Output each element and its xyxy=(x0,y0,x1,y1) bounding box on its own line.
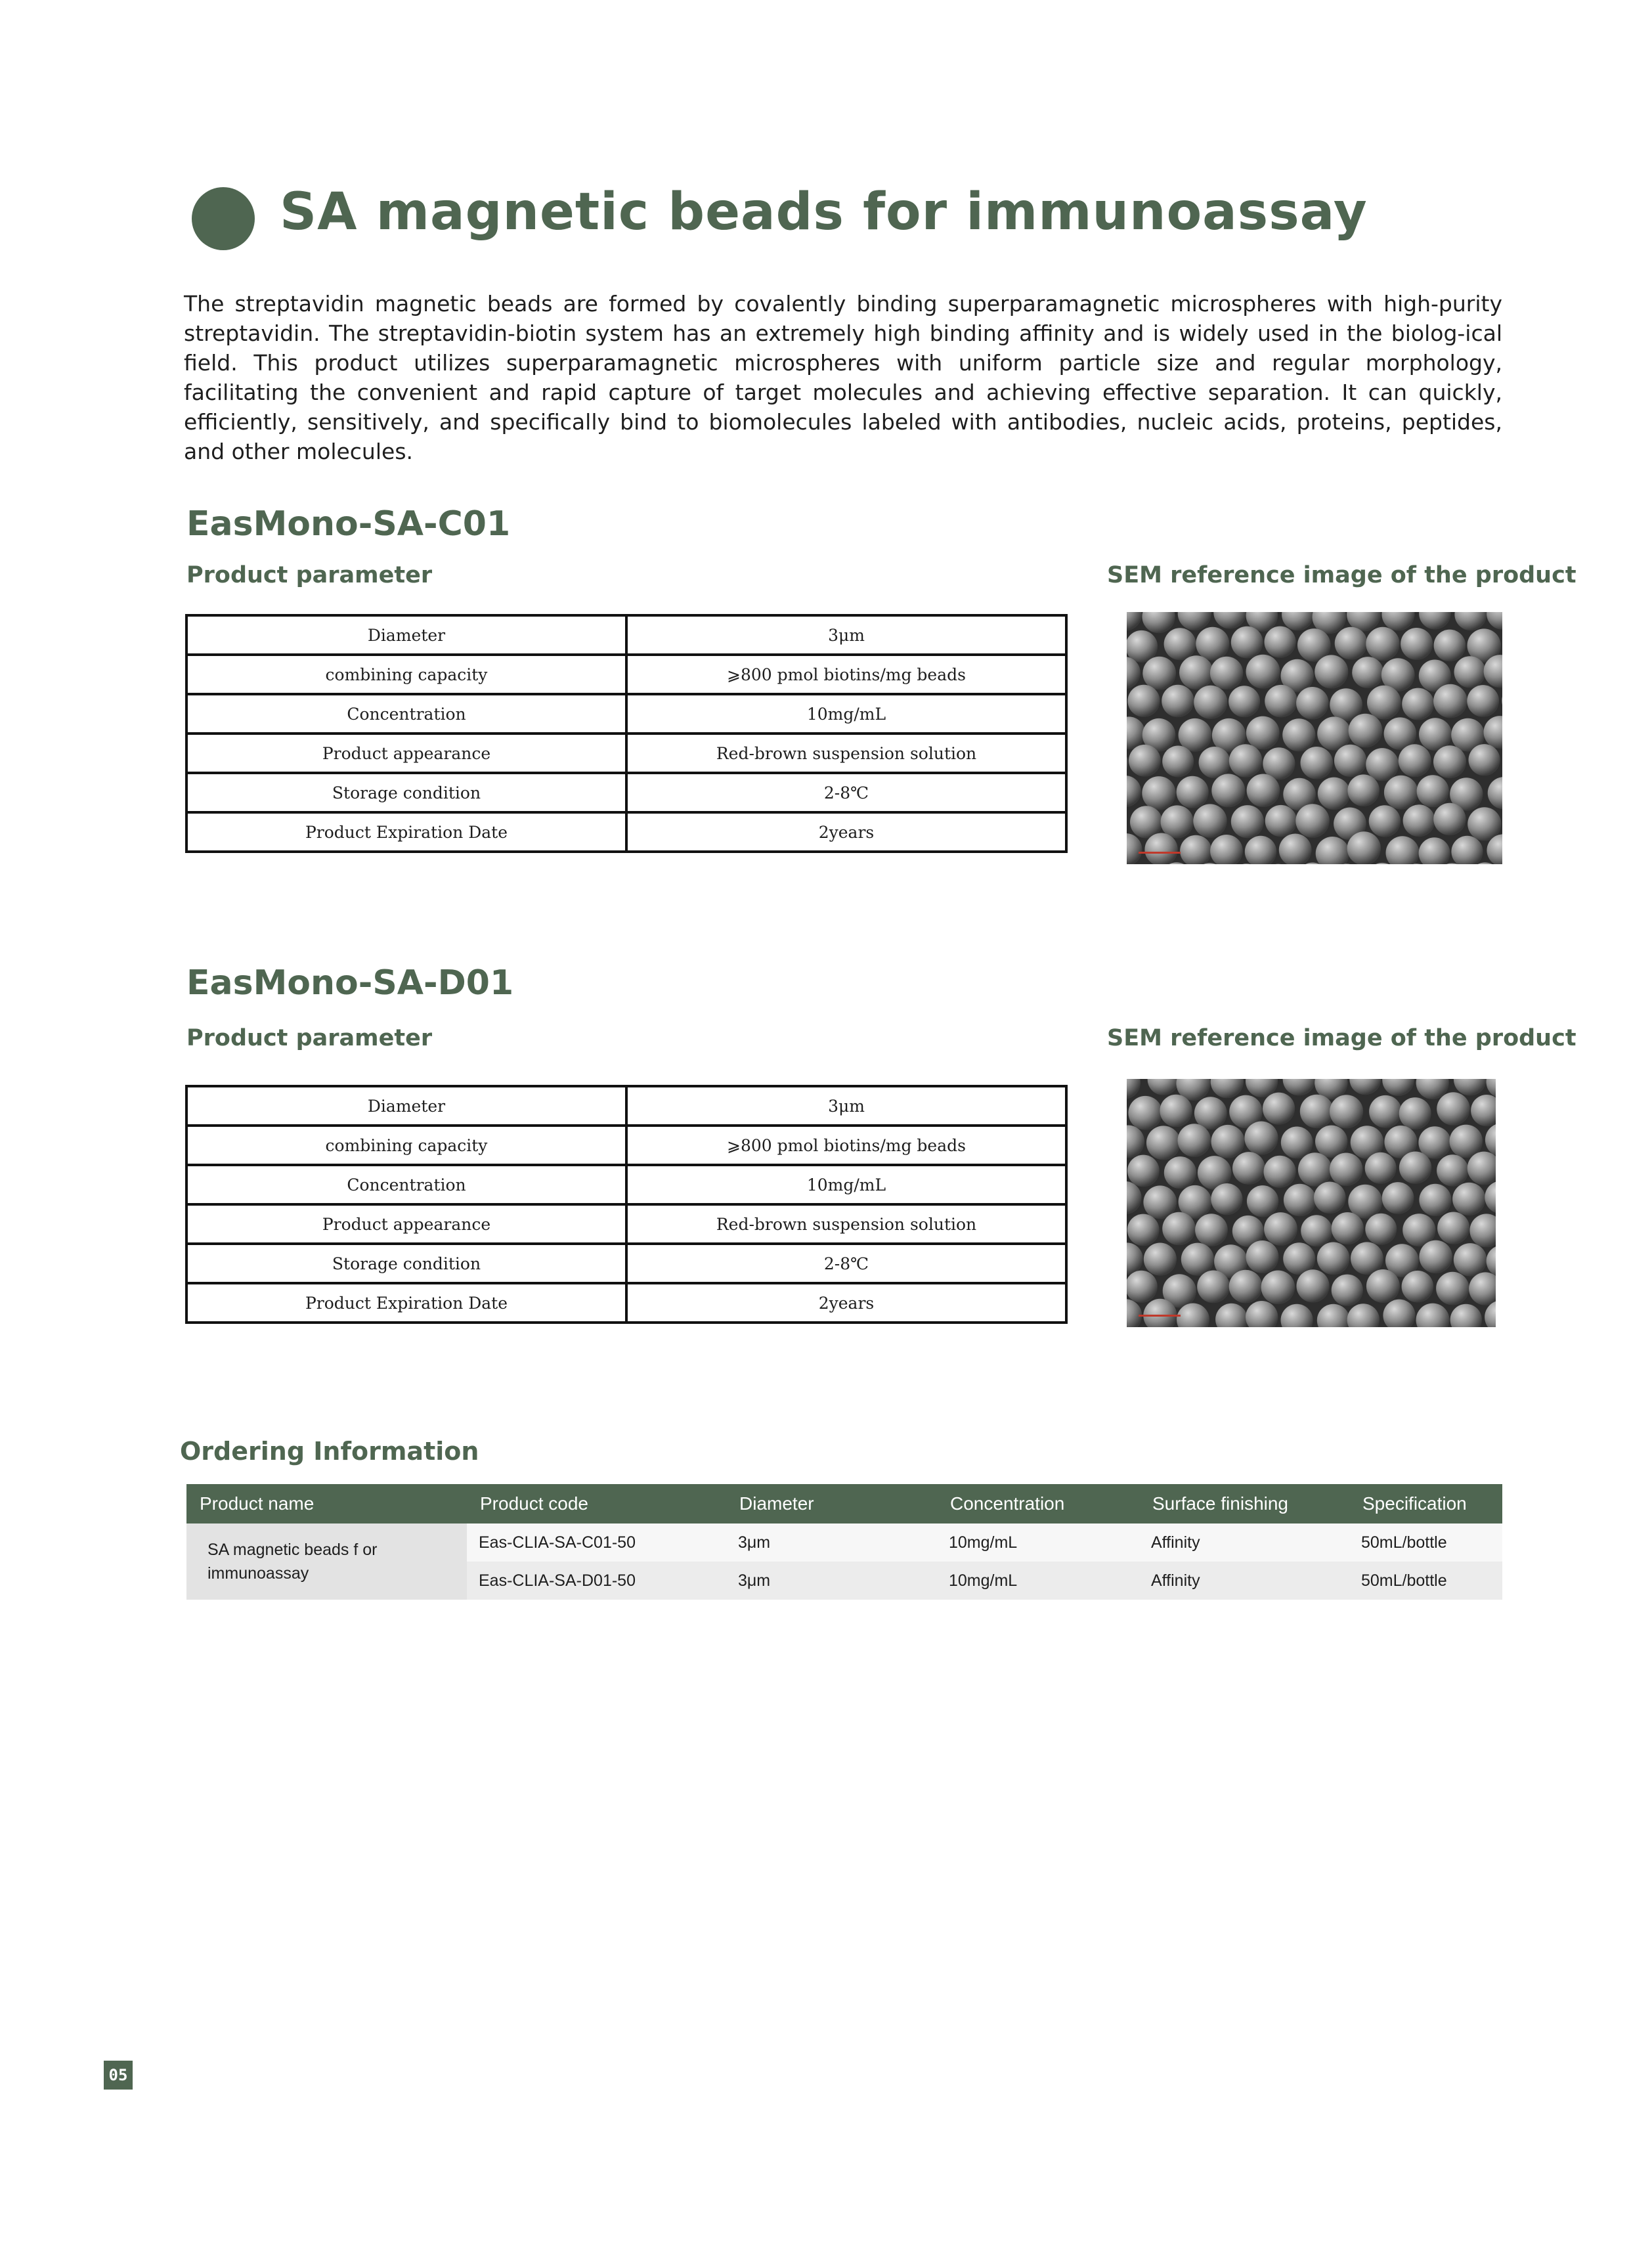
param-key: Concentration xyxy=(186,694,626,734)
concentration-cell: 10mg/mL xyxy=(937,1523,1139,1562)
intro-paragraph: The streptavidin magnetic beads are formed by covalently binding superparamagnetic microspheres with high-purity streptavidin. The streptavidin-biotin system has an extremely high binding affinity and is widely used in the biolog-ical field. This product utilizes superparamagnetic microspheres with uniform particle size and regular morphology, facilitating the convenient and rapid capture of target molecules and achieving effective separation. It can quickly, efficiently, sensitively, and specifically bind to biomolecules labeled with antibodies, nucleic acids, proteins, peptides, and other molecules. xyxy=(184,291,1502,464)
bead xyxy=(1142,657,1176,690)
bead xyxy=(1193,804,1227,837)
sem-image-c01 xyxy=(1127,612,1502,864)
bead xyxy=(1315,655,1348,688)
bead xyxy=(1384,776,1418,810)
bead xyxy=(1211,1125,1245,1158)
bead xyxy=(1231,805,1264,838)
product-code-cell: Eas-CLIA-SA-D01-50 xyxy=(467,1562,726,1600)
param-value: 2years xyxy=(626,812,1066,852)
bead xyxy=(1454,1243,1487,1277)
bead xyxy=(1181,1243,1214,1276)
product-model-c01: EasMono-SA-C01 xyxy=(186,504,511,544)
table-row xyxy=(186,615,1066,655)
table-row xyxy=(186,1283,1066,1323)
sem-title-d01: SEM reference image of the product xyxy=(1107,1025,1576,1051)
bead xyxy=(1229,1270,1263,1304)
bead xyxy=(1246,716,1280,750)
bead xyxy=(1281,1127,1313,1159)
bead xyxy=(1232,1152,1265,1185)
bead xyxy=(1300,1095,1334,1128)
scale-bar xyxy=(1139,852,1181,854)
bead xyxy=(1347,831,1381,864)
param-key: Product appearance xyxy=(186,734,626,773)
bead xyxy=(1265,626,1296,658)
param-value: 2-8℃ xyxy=(626,1244,1066,1283)
bead xyxy=(1129,745,1161,777)
product-name-cell: SA magnetic beads f or immunoassay xyxy=(186,1523,467,1600)
param-key: Storage condition xyxy=(186,1244,626,1283)
bead xyxy=(1265,805,1297,837)
bead xyxy=(1402,1271,1434,1303)
bead xyxy=(1369,1095,1402,1128)
bead xyxy=(1164,628,1196,660)
param-table-c01 xyxy=(185,614,1068,853)
param-key: combining capacity xyxy=(186,1126,626,1165)
param-value: 3μm xyxy=(626,1086,1066,1126)
table-row xyxy=(186,773,1066,812)
diameter-cell: 3μm xyxy=(726,1523,937,1562)
col-header: Diameter xyxy=(726,1484,937,1523)
bead xyxy=(1334,745,1366,777)
bead xyxy=(1367,686,1401,720)
bead xyxy=(1454,656,1486,688)
bead xyxy=(1197,1271,1230,1304)
spec-cell: 50mL/bottle xyxy=(1349,1523,1502,1562)
param-value: 2years xyxy=(626,1283,1066,1323)
param-title-c01: Product parameter xyxy=(186,562,433,588)
param-value: ⩾800 pmol biotins/mg beads xyxy=(626,655,1066,694)
param-key: Concentration xyxy=(186,1165,626,1204)
bead xyxy=(1301,747,1334,779)
page-number: 05 xyxy=(104,2061,133,2090)
bead xyxy=(1402,688,1434,720)
bead xyxy=(1452,1183,1485,1216)
surface-cell: Affinity xyxy=(1139,1562,1349,1600)
bead xyxy=(1127,1214,1160,1246)
bead xyxy=(1433,684,1467,718)
bead xyxy=(1264,1212,1297,1246)
bead xyxy=(1246,1240,1279,1273)
bead xyxy=(1437,1092,1470,1126)
bead xyxy=(1330,1095,1363,1128)
bead xyxy=(1382,1182,1414,1214)
table-row xyxy=(186,1165,1066,1204)
product-code-cell: Eas-CLIA-SA-C01-50 xyxy=(467,1523,726,1562)
bead xyxy=(1194,686,1227,719)
param-key: Product Expiration Date xyxy=(186,1283,626,1323)
table-row xyxy=(186,1086,1066,1126)
bead xyxy=(1261,1271,1295,1305)
param-title-d01: Product parameter xyxy=(186,1025,433,1051)
bead xyxy=(1244,1122,1278,1155)
bead xyxy=(1469,744,1500,776)
bead xyxy=(1196,627,1229,661)
param-table-d01 xyxy=(185,1085,1068,1324)
table-row xyxy=(186,812,1066,852)
bead xyxy=(1369,805,1401,837)
title-bullet xyxy=(192,187,255,250)
surface-cell: Affinity xyxy=(1139,1523,1349,1562)
bead xyxy=(1433,745,1466,778)
col-header: Product code xyxy=(467,1484,726,1523)
bead xyxy=(1399,1097,1431,1129)
bead xyxy=(1177,776,1209,808)
ordering-title: Ordering Information xyxy=(180,1437,479,1466)
bead xyxy=(1265,685,1297,718)
bead xyxy=(1210,657,1243,690)
bead xyxy=(1228,686,1260,717)
bead xyxy=(1419,1184,1451,1216)
bead xyxy=(1263,1093,1295,1125)
bead xyxy=(1128,1096,1162,1130)
diameter-cell: 3μm xyxy=(726,1562,937,1600)
bead xyxy=(1264,1156,1296,1188)
bead xyxy=(1315,1126,1347,1158)
bead xyxy=(1247,1185,1278,1217)
bead xyxy=(1142,776,1175,810)
sem-title-c01: SEM reference image of the product xyxy=(1107,562,1576,588)
bead xyxy=(1179,655,1213,690)
param-value: 10mg/mL xyxy=(626,694,1066,734)
bead xyxy=(1295,804,1330,838)
sem-image-d01 xyxy=(1127,1079,1496,1327)
bead xyxy=(1419,1240,1452,1274)
col-header: Specification xyxy=(1349,1484,1502,1523)
param-key: Product Expiration Date xyxy=(186,812,626,852)
param-key: Diameter xyxy=(186,615,626,655)
bead xyxy=(1332,1212,1364,1244)
bead xyxy=(1417,775,1449,807)
bead xyxy=(1365,1152,1397,1184)
concentration-cell: 10mg/mL xyxy=(937,1562,1139,1600)
param-key: Product appearance xyxy=(186,1204,626,1244)
param-value: 10mg/mL xyxy=(626,1165,1066,1204)
bead xyxy=(1347,774,1380,806)
table-row xyxy=(186,1204,1066,1244)
bead xyxy=(1434,630,1466,662)
bead xyxy=(1335,627,1368,660)
bead xyxy=(1296,687,1329,720)
bead xyxy=(1467,685,1499,717)
bead xyxy=(1144,1243,1177,1276)
table-row xyxy=(186,734,1066,773)
bead xyxy=(1401,628,1433,660)
bead xyxy=(1399,1152,1431,1184)
bead xyxy=(1314,1182,1346,1214)
bead xyxy=(1247,774,1280,808)
bead xyxy=(1162,746,1194,778)
col-header: Product name xyxy=(186,1484,467,1523)
scale-bar xyxy=(1139,1315,1181,1317)
bead xyxy=(1366,748,1399,781)
bead xyxy=(1211,774,1245,807)
bead xyxy=(1332,1275,1363,1306)
product-model-d01: EasMono-SA-D01 xyxy=(186,963,514,1003)
param-value: Red-brown suspension solution xyxy=(626,734,1066,773)
bead xyxy=(1162,1212,1196,1246)
param-value: Red-brown suspension solution xyxy=(626,1204,1066,1244)
param-key: Diameter xyxy=(186,1086,626,1126)
spec-cell: 50mL/bottle xyxy=(1349,1562,1502,1600)
bead xyxy=(1436,1272,1469,1305)
param-key: Storage condition xyxy=(186,773,626,812)
bead xyxy=(1162,685,1194,717)
bead xyxy=(1349,714,1383,748)
table-row xyxy=(186,1244,1066,1283)
bead xyxy=(1127,630,1158,663)
bead xyxy=(1160,1095,1192,1127)
bead xyxy=(1297,1269,1330,1302)
table-row xyxy=(186,1126,1066,1165)
bead xyxy=(1211,1183,1242,1215)
bead xyxy=(1433,803,1466,835)
param-key: combining capacity xyxy=(186,655,626,694)
table-row xyxy=(186,1523,1502,1562)
bead xyxy=(1298,1152,1332,1187)
bead xyxy=(1351,1242,1383,1275)
table-header-row xyxy=(186,1484,1502,1523)
bead xyxy=(1161,805,1194,838)
bead xyxy=(1317,1242,1350,1275)
ordering-table xyxy=(186,1484,1502,1600)
bead xyxy=(1178,1124,1211,1157)
bead xyxy=(1127,1155,1160,1187)
bead xyxy=(1330,1153,1363,1187)
bead xyxy=(1231,626,1263,659)
param-value: 2-8℃ xyxy=(626,773,1066,812)
bead xyxy=(1164,1156,1196,1189)
bead xyxy=(1146,1126,1181,1160)
bead xyxy=(1127,685,1160,717)
param-value: 3μm xyxy=(626,615,1066,655)
col-header: Concentration xyxy=(937,1484,1139,1523)
bead xyxy=(1246,655,1280,689)
bead xyxy=(1437,1212,1469,1244)
bead xyxy=(1403,804,1435,837)
bead xyxy=(1318,778,1351,810)
bead xyxy=(1195,1214,1228,1246)
bead xyxy=(1284,1184,1316,1216)
table-row xyxy=(186,655,1066,694)
bead xyxy=(1366,1269,1400,1303)
bead xyxy=(1365,1214,1397,1245)
col-header: Surface finishing xyxy=(1139,1484,1349,1523)
bead xyxy=(1437,1154,1468,1186)
bead xyxy=(1229,744,1263,778)
page-title: SA magnetic beads for immunoassay xyxy=(280,183,1368,242)
table-row xyxy=(186,694,1066,734)
param-value: ⩾800 pmol biotins/mg beads xyxy=(626,1126,1066,1165)
bead xyxy=(1352,657,1383,688)
bead xyxy=(1301,1215,1332,1246)
bead xyxy=(1399,744,1431,777)
bead xyxy=(1366,627,1399,661)
bead xyxy=(1282,718,1315,751)
bead xyxy=(1199,747,1230,778)
